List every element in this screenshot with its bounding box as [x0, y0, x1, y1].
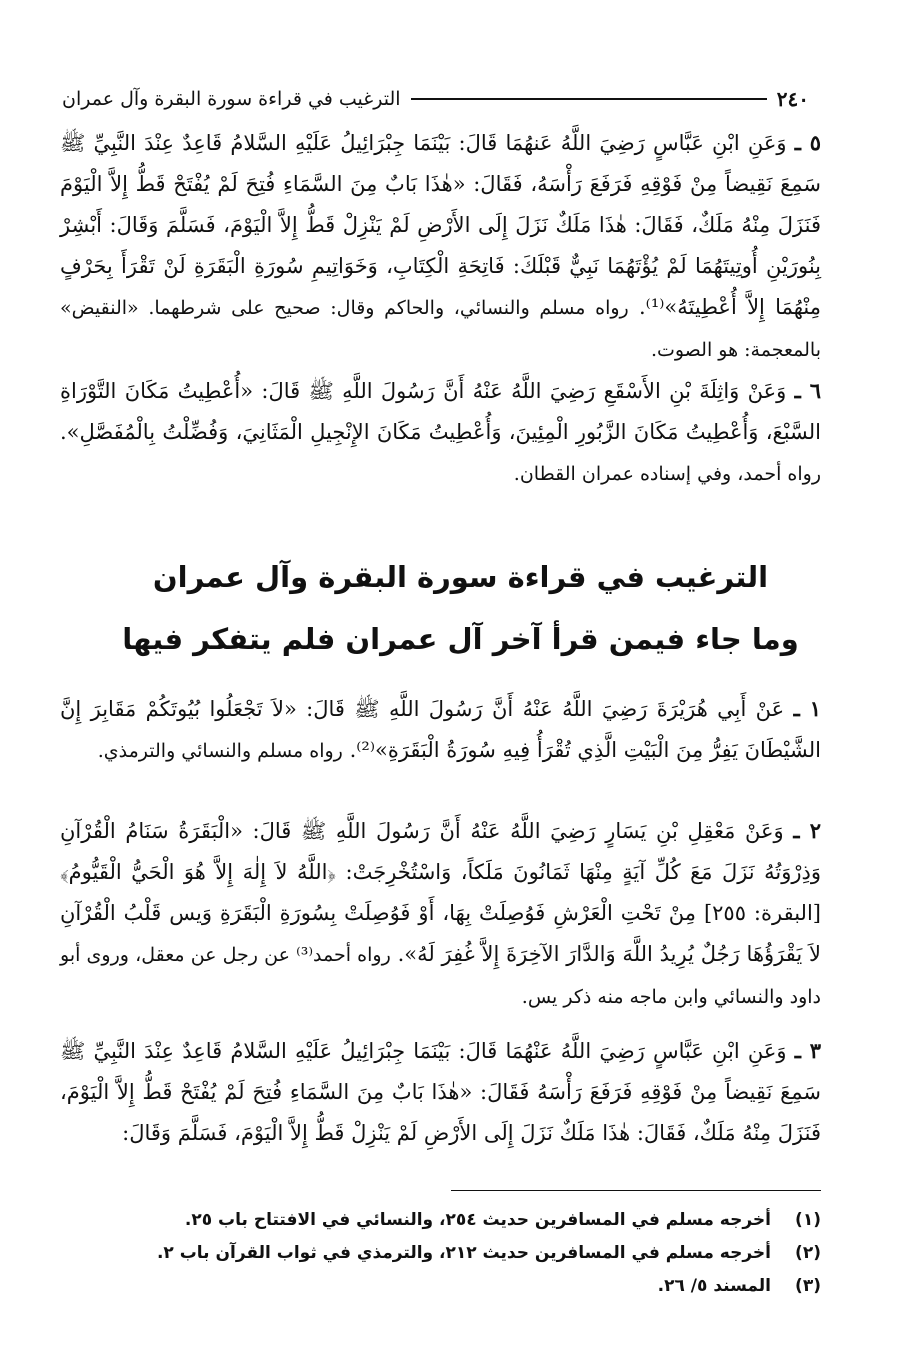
hadith-text: عَنْ أَبِي هُرَيْرَةَ رَضِيَ اللَّهُ عَنْهُ أَنَّ رَسُولَ اللَّهِ ﷺ قَالَ: «لاَ تَجْعَلُوا بُيُوتَكُمْ مَقَابِرَ إِنَّ الشَّيْطَانَ يَفِرُّ مِنَ الْبَيْتِ الَّذِي تُقْرَأُ فِيهِ سُورَةُ الْبَقَرَةِ»⁽²⁾. — [60, 697, 821, 762]
section-title-line1: الترغيب في قراءة سورة البقرة وآل عمران — [152, 560, 769, 594]
hadith-number: ٥ ـ — [794, 130, 821, 155]
page-number: ٢٤٠ — [776, 87, 809, 111]
hadith-text: وَعَنْ مَعْقِلِ بْنِ يَسَارٍ رَضِيَ اللَّهُ عَنْهُ أَنَّ رَسُولَ اللَّهِ ﷺ قَالَ: «الْبَقَرَةُ سَنَامُ الْقُرْآنِ وَذِرْوَتُهُ نَزَلَ مَعَ كُلِّ آيَةٍ مِنْهَا ثَمَانُونَ مَلَكاً، وَاسْتُخْرِجَتْ: ﴿اللَّهُ لاَ إِلٰهَ إِلاَّ هُوَ الْحَيُّ الْقَيُّومُ﴾ [البقرة: ٢٥٥] مِنْ تَحْتِ الْعَرْشِ فَوُصِلَتْ بِهَا، أَوْ فَوُصِلَتْ بِسُورَةِ الْبَقَرَةِ وَيس قَلْبُ الْقُرْآنِ لاَ يَقْرَؤُهَا رَجُلٌ يُرِيدُ اللَّهَ وَالدَّارَ الآخِرَةَ إِلاَّ غُفِرَ لَهُ». — [60, 819, 821, 966]
footnote-text: أخرجه مسلم في المسافرين حديث ٢١٢، والترمذي في ثواب القرآن باب ٢. — [156, 1243, 771, 1263]
hadith-number: ١ ـ — [793, 696, 821, 721]
hadith-source: رواه مسلم والنسائي، والحاكم وقال: صحيح على شرطهما. «النقيض» بالمعجمة: هو الصوت. — [60, 297, 821, 361]
hadith-paragraph — [60, 122, 821, 371]
hadith-text: وَعَنْ وَاثِلَةَ بْنِ الأَسْقَعِ رَضِيَ اللَّهُ عَنْهُ أَنَّ رَسُولَ اللَّهِ ﷺ قَالَ: «أُعْطِيتُ مَكَانَ التَّوْرَاةِ السَّبْعَ، وَأُعْطِيتُ مَكَانَ الزَّبُورِ الْمِئِينَ، وَأُعْطِيتُ مَكَانَ الإِنْجِيلِ الْمَثَانِيَ، وَفُضِّلْتُ بِالْمُفَصَّلِ». — [60, 379, 821, 444]
hadith-paragraph — [60, 810, 821, 1018]
footnote-number: (١) — [795, 1210, 821, 1230]
section-title-line2: وما جاء فيمن قرأ آخر آل عمران فلم يتفكر فيها — [122, 622, 799, 656]
footnotes — [60, 1204, 821, 1303]
hadith-source: رواه مسلم والنسائي والترمذي. — [97, 740, 343, 762]
footnote-number: (٢) — [795, 1243, 821, 1263]
footnote — [60, 1204, 821, 1237]
hadith-source: رواه أحمد⁽³⁾ عن رجل عن معقل، وروى أبو داود والنسائي وابن ماجه منه ذكر يس. — [60, 944, 821, 1008]
footnote-text: المسند ٥/ ٢٦. — [657, 1276, 771, 1296]
hadith-number: ٣ ـ — [794, 1038, 821, 1063]
hadith-number: ٢ ـ — [793, 818, 822, 843]
hadith-paragraph — [60, 1030, 821, 1154]
footnote — [60, 1270, 821, 1303]
page-header — [62, 82, 809, 116]
header-rule — [411, 98, 767, 100]
footnote-separator — [451, 1190, 821, 1191]
hadith-number: ٦ ـ — [794, 378, 821, 403]
hadith-text: وَعَنِ ابْنِ عَبَّاسٍ رَضِيَ اللَّهُ عَنْهُمَا قَالَ: بَيْنَمَا جِبْرَائِيلُ عَلَيْهِ السَّلامُ قَاعِدٌ عِنْدَ النَّبِيِّ ﷺ سَمِعَ نَقِيضاً مِنْ فَوْقِهِ فَرَفَعَ رَأْسَهُ فَقَالَ: «هٰذَا بَابٌ مِنَ السَّمَاءِ فُتِحَ لَمْ يُفْتَحْ قَطُّ إِلاَّ الْيَوْمَ، فَنَزَلَ مِنْهُ مَلَكٌ، فَقَالَ: هٰذَا مَلَكٌ نَزَلَ إِلَى الأَرْضِ لَمْ يَنْزِلْ قَطُّ إِلاَّ الْيَوْمَ، فَسَلَّمَ وَقَالَ: — [60, 1039, 821, 1145]
footnote-number: (٣) — [795, 1276, 821, 1296]
footnote-text: أخرجه مسلم في المسافرين حديث ٢٥٤، والنسائي في الافتتاح باب ٢٥. — [184, 1210, 771, 1230]
footnote — [60, 1237, 821, 1270]
hadith-paragraph — [60, 688, 821, 772]
hadith-text: وَعَنِ ابْنِ عَبَّاسٍ رَضِيَ اللَّهُ عَنهُمَا قَالَ: بَيْنَمَا جِبْرَائِيلُ عَلَيْهِ السَّلامُ قَاعِدٌ عِنْدَ النَّبِيِّ ﷺ سَمِعَ نَقِيضاً مِنْ فَوْقِهِ فَرَفَعَ رَأْسَهُ، فَقَالَ: «هٰذَا بَابٌ مِنَ السَّمَاءِ فُتِحَ لَمْ يُفْتَحْ قَطُّ إِلاَّ الْيَوْمَ فَنَزَلَ مِنْهُ مَلَكٌ، فَقَالَ: هٰذَا مَلَكٌ نَزَلَ إِلَى الأَرْضِ لَمْ يَنْزِلْ قَطُّ إِلاَّ الْيَوْمَ، فَسَلَّمَ وَقَالَ: أَبْشِرْ بِنُورَيْنِ أُوتِيتَهُمَا لَمْ يُؤْتَهُمَا نَبِيٌّ قَبْلَكَ: فَاتِحَةِ الْكِتَابِ، وَخَوَاتِيمِ سُورَةِ الْبَقَرَةِ لَنْ تَقْرَأَ بِحَرْفٍ مِنْهُمَا إِلاَّ أُعْطِيتَهُ»⁽¹⁾. — [60, 131, 821, 319]
hadith-paragraph — [60, 370, 821, 495]
hadith-source: رواه أحمد، وفي إسناده عمران القطان. — [513, 463, 821, 485]
running-title: الترغيب في قراءة سورة البقرة وآل عمران — [62, 88, 401, 110]
